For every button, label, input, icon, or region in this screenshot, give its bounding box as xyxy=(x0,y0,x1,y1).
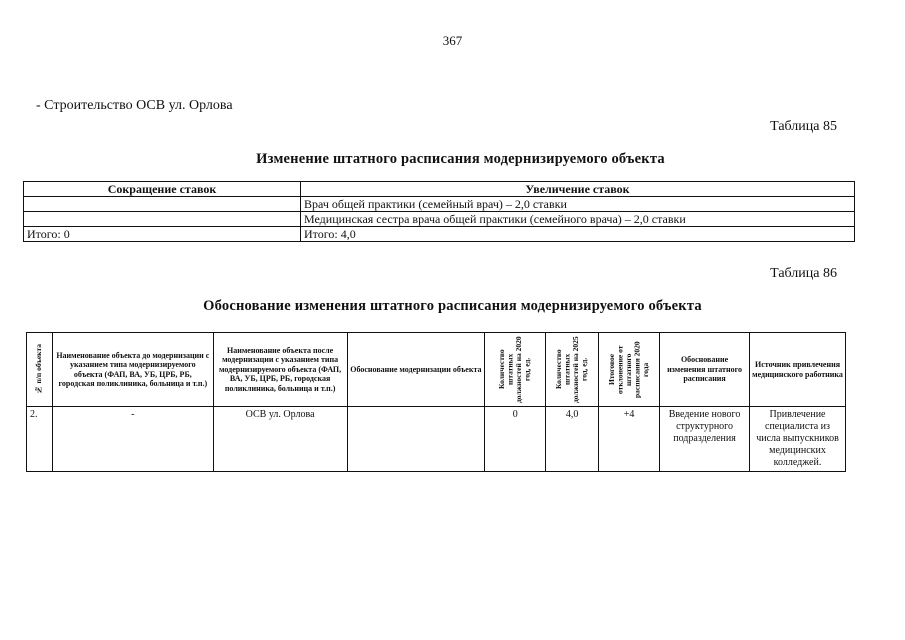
staffing-justification-table xyxy=(26,332,846,472)
table-86-title: Обоснование изменения штатного расписания модернизируемого объекта xyxy=(203,298,702,314)
name-before: - xyxy=(52,407,213,472)
table-85-title: Изменение штатного расписания модернизируемого объекта xyxy=(256,151,665,167)
header-source: Источник привлечения медицинского работника xyxy=(750,333,846,407)
header-reduction: Сокращение ставок xyxy=(24,182,301,197)
header-count-2025: Количество штатных должностей на 2025 год, ед. xyxy=(546,333,599,407)
table-header-row xyxy=(27,333,846,407)
worker-source: Привлечение специалиста из числа выпускников медицинских колледжей. xyxy=(750,407,846,472)
name-after: ОСВ ул. Орлова xyxy=(213,407,347,472)
header-object-number: № п/п объекта xyxy=(27,333,53,407)
count-2020: 0 xyxy=(485,407,546,472)
staffing-change-table xyxy=(23,181,855,242)
table-row xyxy=(27,407,846,472)
table-row xyxy=(24,212,855,227)
object-number: 2. xyxy=(27,407,53,472)
table-header-row xyxy=(24,182,855,197)
header-name-after: Наименование объекта после модернизации с указанием типа модернизируемого объекта (ФАП, ВА, УБ, ЦРБ, РБ, городская поликлиника, больница и т.п.) xyxy=(213,333,347,407)
reduction-cell xyxy=(24,212,301,227)
header-name-before: Наименование объекта до модернизации с указанием типа модернизируемого объекта (ФАП, ВА, УБ, ЦРБ, РБ, городская поликлиника, больница и т.п.) xyxy=(52,333,213,407)
total-row xyxy=(24,227,855,242)
header-deviation: Итоговое отклонение от штатного расписания 2020 года xyxy=(599,333,660,407)
header-justification: Обоснование изменения штатного расписания xyxy=(660,333,750,407)
table-85-label: Таблица 85 xyxy=(770,119,837,134)
header-modernization-reason: Обоснование модернизации объекта xyxy=(347,333,485,407)
modernization-reason xyxy=(347,407,485,472)
page-number: 367 xyxy=(442,33,463,48)
reduction-total: Итого: 0 xyxy=(24,227,301,242)
deviation: +4 xyxy=(599,407,660,472)
count-2025: 4,0 xyxy=(546,407,599,472)
increase-total: Итого: 4,0 xyxy=(301,227,855,242)
section-item: - Строительство ОСВ ул. Орлова xyxy=(36,98,233,113)
increase-cell: Медицинская сестра врача общей практики (семейного врача) – 2,0 ставки xyxy=(301,212,855,227)
header-increase: Увеличение ставок xyxy=(301,182,855,197)
justification: Введение нового структурного подразделения xyxy=(660,407,750,472)
table-row xyxy=(24,197,855,212)
header-count-2020: Количество штатных должностей на 2020 год, ед. xyxy=(485,333,546,407)
table-86-label: Таблица 86 xyxy=(770,266,837,281)
reduction-cell xyxy=(24,197,301,212)
increase-cell: Врач общей практики (семейный врач) – 2,0 ставки xyxy=(301,197,855,212)
